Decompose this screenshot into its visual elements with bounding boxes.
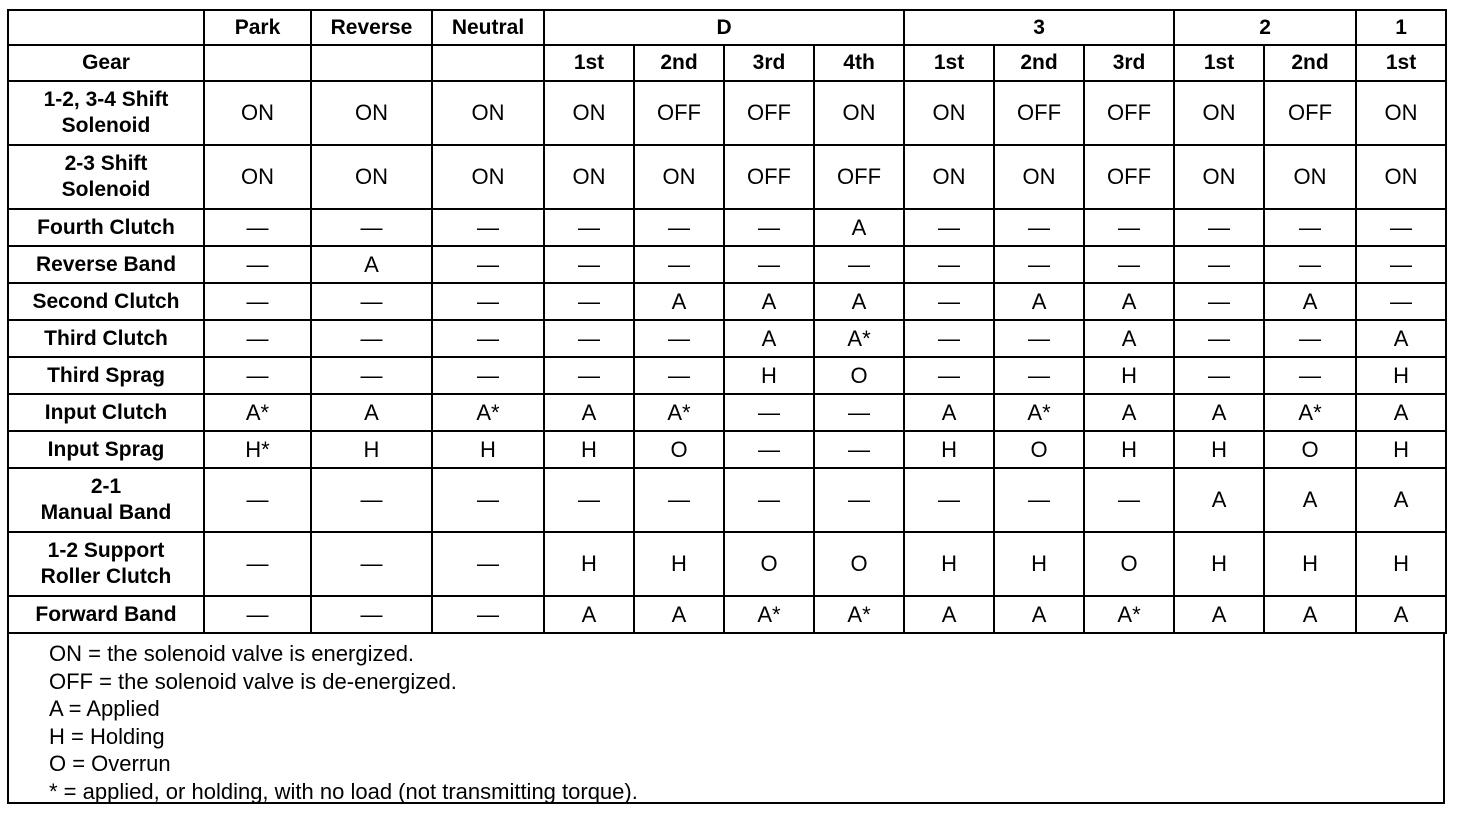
table-row [8, 320, 1446, 357]
gear-cell: 3rd [1084, 45, 1174, 81]
state-cell: — [204, 320, 311, 357]
state-cell: — [204, 209, 311, 246]
state-cell: — [634, 209, 724, 246]
state-cell: ON [544, 81, 634, 145]
legend-item: OFF = the solenoid valve is de-energized. [49, 668, 457, 694]
state-cell: — [904, 468, 994, 532]
state-cell: H [1084, 431, 1174, 468]
state-cell: — [1356, 246, 1446, 283]
gear-label: Gear [8, 45, 204, 81]
state-cell: — [724, 431, 814, 468]
state-cell: H [432, 431, 544, 468]
legend-item: * = applied, or holding, with no load (not transmitting torque). [49, 778, 638, 804]
state-cell: A [1174, 394, 1264, 431]
state-cell: A* [724, 596, 814, 633]
legend-item: ON = the solenoid valve is energized. [49, 641, 415, 666]
state-cell: OFF [1084, 145, 1174, 209]
state-cell: — [311, 283, 432, 320]
state-cell: A [904, 596, 994, 633]
state-cell: H [724, 357, 814, 394]
state-cell: O [1264, 431, 1356, 468]
state-cell: — [1174, 357, 1264, 394]
range-neutral: Neutral [432, 10, 544, 45]
state-cell: — [204, 357, 311, 394]
state-cell: A [1174, 468, 1264, 532]
state-cell: — [994, 468, 1084, 532]
legend-item: O = Overrun [49, 751, 171, 776]
state-cell: ON [432, 145, 544, 209]
state-cell: H [904, 431, 994, 468]
state-cell: ON [634, 145, 724, 209]
gear-cell: 3rd [724, 45, 814, 81]
table-row [8, 468, 1446, 532]
state-cell: A [1356, 320, 1446, 357]
state-cell: O [814, 357, 904, 394]
state-cell: — [204, 596, 311, 633]
state-cell: A* [994, 394, 1084, 431]
state-cell: A [1356, 596, 1446, 633]
state-cell: — [904, 357, 994, 394]
corner-cell [8, 10, 204, 45]
gear-cell [432, 45, 544, 81]
state-cell: A [1264, 596, 1356, 633]
state-cell: A* [204, 394, 311, 431]
state-cell: — [634, 357, 724, 394]
state-cell: A* [814, 596, 904, 633]
state-cell: A* [432, 394, 544, 431]
state-cell: — [994, 357, 1084, 394]
table-row [8, 357, 1446, 394]
state-cell: ON [204, 81, 311, 145]
state-cell: OFF [724, 145, 814, 209]
state-cell: — [994, 209, 1084, 246]
state-cell: ON [204, 145, 311, 209]
gear-cell: 1st [544, 45, 634, 81]
state-cell: O [634, 431, 724, 468]
state-cell: H [1356, 431, 1446, 468]
row-label: Reverse Band [8, 246, 204, 283]
state-cell: — [432, 532, 544, 596]
state-cell: — [814, 246, 904, 283]
state-cell: O [1084, 532, 1174, 596]
state-cell: ON [1264, 145, 1356, 209]
legend-item: H = Holding [49, 723, 165, 749]
state-cell: — [432, 320, 544, 357]
state-cell: — [544, 209, 634, 246]
gear-cell: 4th [814, 45, 904, 81]
row-label: 1-2 Support Roller Clutch [8, 532, 204, 596]
row-label: Second Clutch [8, 283, 204, 320]
state-cell: OFF [1264, 81, 1356, 145]
gear-cell: 2nd [1264, 45, 1356, 81]
state-cell: — [814, 394, 904, 431]
state-cell: — [724, 394, 814, 431]
state-cell: — [544, 357, 634, 394]
state-cell: — [311, 468, 432, 532]
state-cell: — [994, 246, 1084, 283]
state-cell: — [432, 209, 544, 246]
gear-cell: 1st [1174, 45, 1264, 81]
state-cell: — [432, 357, 544, 394]
state-cell: ON [904, 81, 994, 145]
row-label: Third Sprag [8, 357, 204, 394]
state-cell: ON [432, 81, 544, 145]
state-cell: A* [1084, 596, 1174, 633]
state-cell: ON [544, 145, 634, 209]
state-cell: ON [1174, 81, 1264, 145]
state-cell: A [724, 283, 814, 320]
state-cell: A [544, 394, 634, 431]
gear-cell: 1st [904, 45, 994, 81]
state-cell: ON [1356, 81, 1446, 145]
row-label: Third Clutch [8, 320, 204, 357]
state-cell: — [432, 596, 544, 633]
state-cell: A [634, 283, 724, 320]
state-cell: — [1264, 209, 1356, 246]
gear-cell [204, 45, 311, 81]
gear-cell: 2nd [994, 45, 1084, 81]
state-cell: — [994, 320, 1084, 357]
clutch-application-chart [7, 9, 1445, 804]
legend [7, 634, 1445, 804]
state-cell: A* [1264, 394, 1356, 431]
state-cell: — [1264, 357, 1356, 394]
range-2: 2 [1174, 10, 1356, 45]
state-cell: — [904, 283, 994, 320]
table-row [8, 209, 1446, 246]
state-cell: — [724, 468, 814, 532]
state-cell: — [634, 468, 724, 532]
gear-cell [311, 45, 432, 81]
state-cell: — [904, 209, 994, 246]
state-cell: — [1264, 320, 1356, 357]
state-cell: — [724, 209, 814, 246]
state-cell: — [904, 320, 994, 357]
state-cell: — [1174, 283, 1264, 320]
state-cell: — [432, 283, 544, 320]
state-cell: ON [994, 145, 1084, 209]
table-row [8, 394, 1446, 431]
row-label: 2-1 Manual Band [8, 468, 204, 532]
range-reverse: Reverse [311, 10, 432, 45]
state-cell: — [311, 532, 432, 596]
state-cell: A [544, 596, 634, 633]
state-cell: H [634, 532, 724, 596]
range-header-row [8, 10, 1446, 45]
state-cell: H [1356, 532, 1446, 596]
state-cell: — [1084, 468, 1174, 532]
state-cell: — [204, 468, 311, 532]
state-cell: A [1084, 320, 1174, 357]
state-cell: — [311, 320, 432, 357]
state-cell: H [1174, 431, 1264, 468]
state-cell: A [634, 596, 724, 633]
range-3: 3 [904, 10, 1174, 45]
range-park: Park [204, 10, 311, 45]
state-cell: — [724, 246, 814, 283]
row-label: Input Sprag [8, 431, 204, 468]
row-label: Forward Band [8, 596, 204, 633]
table-row [8, 431, 1446, 468]
state-cell: H [544, 532, 634, 596]
state-cell: A [1264, 283, 1356, 320]
state-cell: ON [1356, 145, 1446, 209]
state-cell: — [1084, 209, 1174, 246]
state-cell: — [432, 246, 544, 283]
range-1: 1 [1356, 10, 1446, 45]
state-cell: — [814, 431, 904, 468]
state-cell: — [1174, 246, 1264, 283]
row-label: 2-3 Shift Solenoid [8, 145, 204, 209]
state-cell: OFF [724, 81, 814, 145]
state-cell: — [1174, 320, 1264, 357]
state-cell: — [544, 320, 634, 357]
state-cell: A [311, 394, 432, 431]
state-cell: OFF [1084, 81, 1174, 145]
state-cell: O [994, 431, 1084, 468]
state-cell: H [1174, 532, 1264, 596]
gear-cell: 1st [1356, 45, 1446, 81]
state-cell: A [1264, 468, 1356, 532]
state-cell: — [1264, 246, 1356, 283]
state-cell: A [904, 394, 994, 431]
state-cell: A [311, 246, 432, 283]
state-cell: A [814, 209, 904, 246]
state-cell: — [204, 246, 311, 283]
state-cell: — [311, 596, 432, 633]
state-cell: A [1174, 596, 1264, 633]
state-cell: — [311, 209, 432, 246]
state-cell: — [1356, 209, 1446, 246]
row-label: 1-2, 3-4 Shift Solenoid [8, 81, 204, 145]
state-cell: O [814, 532, 904, 596]
state-cell: O [724, 532, 814, 596]
table-row [8, 145, 1446, 209]
state-cell: OFF [994, 81, 1084, 145]
table-body [8, 81, 1446, 633]
table-row [8, 81, 1446, 145]
state-cell: H [1264, 532, 1356, 596]
table-row [8, 596, 1446, 633]
state-cell: A* [814, 320, 904, 357]
state-cell: — [311, 357, 432, 394]
component-state-table [7, 9, 1447, 634]
state-cell: A [1084, 394, 1174, 431]
state-cell: A [994, 283, 1084, 320]
state-cell: H [1356, 357, 1446, 394]
state-cell: — [634, 246, 724, 283]
state-cell: A [994, 596, 1084, 633]
state-cell: A [724, 320, 814, 357]
state-cell: ON [311, 81, 432, 145]
state-cell: — [634, 320, 724, 357]
state-cell: OFF [814, 145, 904, 209]
state-cell: — [544, 468, 634, 532]
state-cell: — [1084, 246, 1174, 283]
state-cell: A [814, 283, 904, 320]
state-cell: — [904, 246, 994, 283]
state-cell: ON [311, 145, 432, 209]
table-row [8, 246, 1446, 283]
state-cell: ON [1174, 145, 1264, 209]
row-label: Input Clutch [8, 394, 204, 431]
state-cell: OFF [634, 81, 724, 145]
state-cell: — [544, 283, 634, 320]
state-cell: A [1084, 283, 1174, 320]
state-cell: — [204, 283, 311, 320]
table-row [8, 532, 1446, 596]
state-cell: — [1174, 209, 1264, 246]
table-row [8, 283, 1446, 320]
gear-header-row [8, 45, 1446, 81]
range-d: D [544, 10, 904, 45]
state-cell: A [1356, 394, 1446, 431]
state-cell: — [544, 246, 634, 283]
state-cell: H* [204, 431, 311, 468]
state-cell: H [1084, 357, 1174, 394]
state-cell: — [204, 532, 311, 596]
state-cell: — [1356, 283, 1446, 320]
state-cell: — [814, 468, 904, 532]
state-cell: A [1356, 468, 1446, 532]
state-cell: ON [904, 145, 994, 209]
state-cell: H [904, 532, 994, 596]
legend-item: A = Applied [49, 696, 160, 721]
state-cell: H [994, 532, 1084, 596]
state-cell: — [432, 468, 544, 532]
gear-cell: 2nd [634, 45, 724, 81]
state-cell: A* [634, 394, 724, 431]
state-cell: H [311, 431, 432, 468]
row-label: Fourth Clutch [8, 209, 204, 246]
state-cell: H [544, 431, 634, 468]
state-cell: ON [814, 81, 904, 145]
